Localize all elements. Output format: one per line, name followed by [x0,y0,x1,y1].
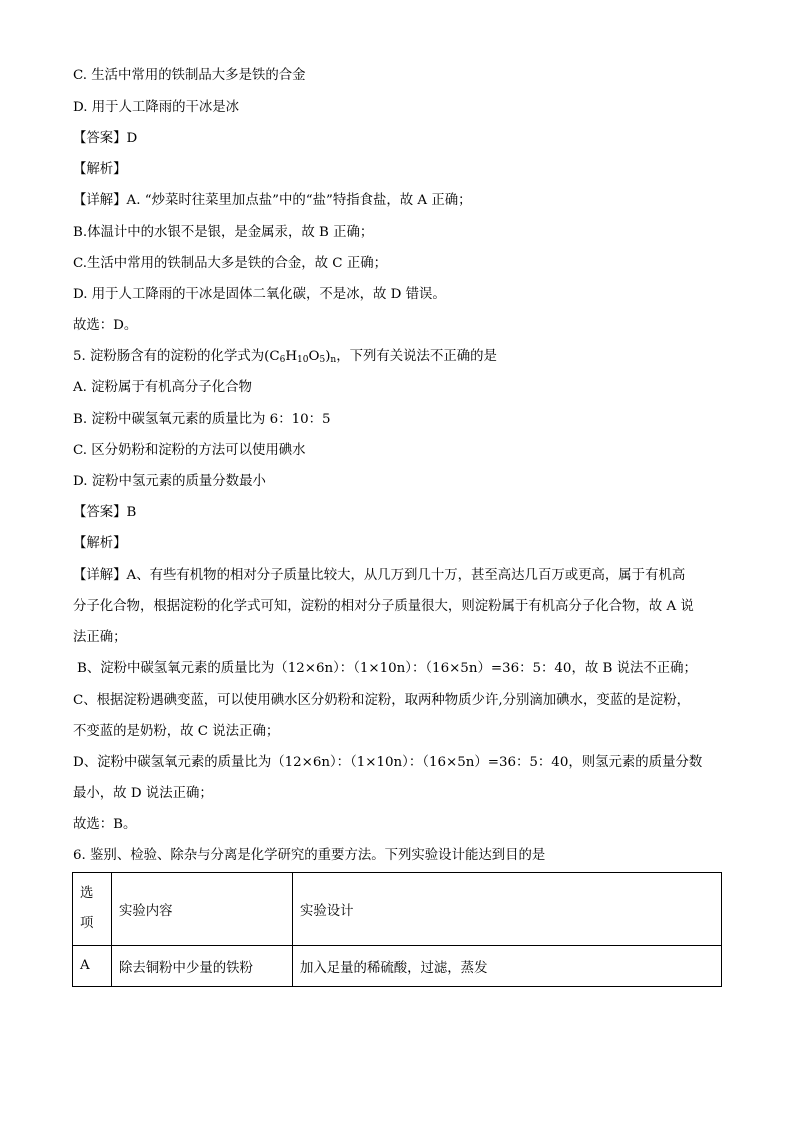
table-row [73,946,722,987]
formula-symbol: ) [325,349,331,364]
q5-option-b: B. 淀粉中碳氢氧元素的质量比为 6：10：5 [73,412,331,427]
q5-detail-line: D、淀粉中碳氢氧元素的质量比为（12×6n）：（1×10n）：（16×5n）=36：5：40，则氢元素的质量分数 [73,755,703,770]
q5-option-a: A. 淀粉属于有机高分子化合物 [73,380,252,395]
formula-subscript: 10 [297,355,309,365]
q5-option-d: D. 淀粉中氢元素的质量分数最小 [73,474,266,489]
cell-content: 除去铜粉中少量的铁粉 [112,946,293,987]
experiment-table [72,872,722,987]
formula-subscript: 6 [279,355,286,365]
q4-analysis-heading: 【解析】 [73,162,127,177]
q5-detail-line: B、淀粉中碳氢氧元素的质量比为（12×6n）：（1×10n）：（16×5n）=36：5：40，故 B 说法不正确； [77,661,697,676]
q4-detail-line: D. 用于人工降雨的干冰是固体二氧化碳，不是冰，故 D 错误。 [73,287,446,302]
formula-symbol: H [285,349,298,364]
q5-option-c: C. 区分奶粉和淀粉的方法可以使用碘水 [73,443,306,458]
q5-answer: 【答案】B [73,505,137,520]
q5-detail-line: 分子化合物，根据淀粉的化学式可知，淀粉的相对分子质量很大，则淀粉属于有机高分子化合物，故 A 说 [73,599,694,614]
header-option-top: 选 [80,886,94,901]
cell-design: 加入足量的稀硫酸，过滤，蒸发 [293,946,722,987]
formula-symbol: O [308,349,320,364]
formula-subscript: 5 [319,355,326,365]
q4-answer: 【答案】D [73,131,138,146]
q5-detail-line: 法正确； [73,630,127,645]
header-option-bottom: 项 [80,916,94,931]
q5-stem [73,348,497,366]
q4-conclusion: 故选：D。 [73,318,138,333]
q5-stem-prefix: 5. 淀粉肠含有的淀粉的化学式为(C [73,349,280,364]
header-option [73,873,112,946]
q5-detail-line: 不变蓝的是奶粉，故 C 说法正确； [73,724,280,739]
cell-option: A [73,946,112,987]
q4-detail-line: C.生活中常用的铁制品大多是铁的合金，故 C 正确； [73,256,387,271]
header-content: 实验内容 [112,873,293,946]
q4-option-c: C. 生活中常用的铁制品大多是铁的合金 [73,68,306,83]
q4-detail-line: B.体温计中的水银不是银，是金属汞，故 B 正确； [73,225,374,240]
q5-stem-suffix: ，下列有关说法不正确的是 [336,349,497,364]
q4-option-d: D. 用于人工降雨的干冰是冰 [73,100,240,115]
q5-analysis-heading: 【解析】 [73,536,127,551]
header-design: 实验设计 [293,873,722,946]
formula-subscript: n [330,355,337,365]
q5-detail-line: 【详解】A、有些有机物的相对分子质量比较大，从几万到几十万，甚至高达几百万或更高，属于有机高 [73,568,686,583]
q5-detail-line: C、根据淀粉遇碘变蓝，可以使用碘水区分奶粉和淀粉，取两种物质少许,分别滴加碘水，变蓝的是淀粉， [73,693,691,708]
q5-conclusion: 故选：B。 [73,817,137,832]
q5-detail-line: 最小，故 D 说法正确； [73,786,213,801]
q4-detail-line: 【详解】A. “炒菜时往菜里加点盐”中的“盐”特指食盐，故 A 正确； [73,193,472,208]
table-header-row [73,873,722,946]
q6-stem: 6. 鉴别、检验、除杂与分离是化学研究的重要方法。下列实验设计能达到目的是 [73,848,546,863]
